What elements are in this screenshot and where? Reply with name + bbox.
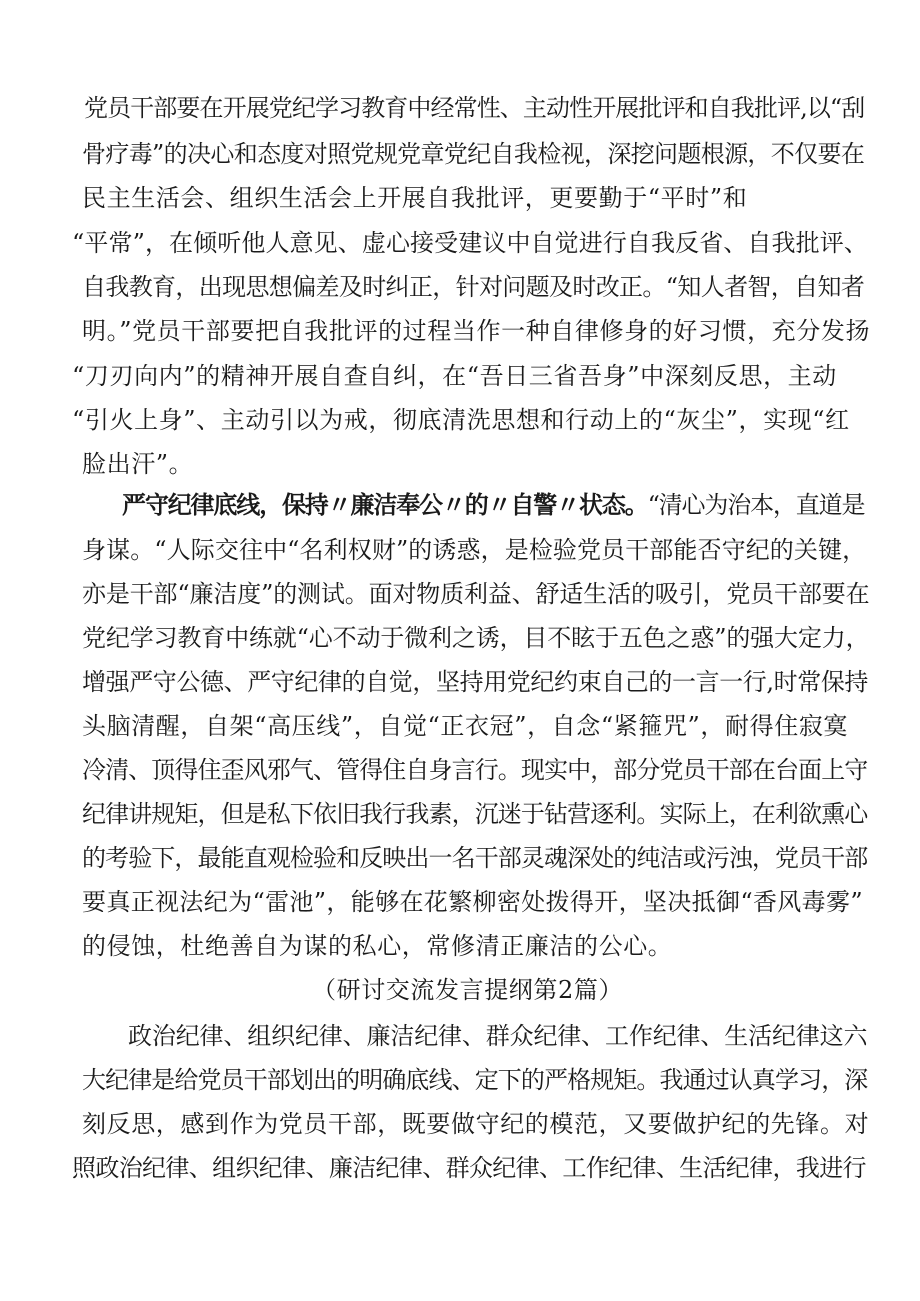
text-line: 明。”党员干部要把自我批评的过程当作一种自律修身的好习惯，充分发扬	[82, 317, 871, 345]
text-line: 身谋。“人际交往中“名利权财”的诱惑，是检验党员干部能否守纪的关键，	[82, 536, 867, 564]
text-line: 头脑清醒，自架“高压线”，自觉“正衣冠”，自念“紧箍咒”，耐得住寂寞	[82, 712, 849, 740]
paragraph-heading-line	[122, 490, 864, 520]
text-line: 骨疗毒”的决心和态度对照党规党章党纪自我检视，深挖问题根源，不仅要在	[82, 140, 865, 168]
text-line: 亦是干部“廉洁度”的测试。面对物质利益、舒适生活的吸引，党员干部要在	[82, 580, 870, 608]
text-line: 脸出汗”。	[82, 450, 194, 478]
text-line: 的侵蚀，杜绝善自为谋的私心，常修清正廉洁的公心。	[82, 932, 673, 960]
text-line: 刻反思，感到作为党员干部，既要做守纪的模范，又要做护纪的先锋。对	[82, 1110, 870, 1138]
text-line: “平常”，在倾听他人意见、虚心接受建议中自觉进行自我反省、自我批评、	[72, 229, 868, 257]
text-line: 大纪律是给党员干部划出的明确底线、定下的严格规矩。我通过认真学习，深	[82, 1066, 868, 1094]
text-line: 增强严守公德、严守纪律的自觉，坚持用党纪约束自己的一言一行,时常保持	[82, 668, 869, 696]
text-line: 自我教育，出现思想偏差及时纠正，针对问题及时改正。“知人者智，自知者	[82, 273, 865, 301]
text-line: 民主生活会、组织生活会上开展自我批评，更要勤于“平时”和	[82, 184, 748, 212]
paragraph-heading: 严守纪律底线，保持〃廉洁奉公〃的〃自警〃状态。	[122, 491, 648, 519]
text-line: 冷清、顶得住歪风邪气、管得住自身言行。现实中，部分党员干部在台面上守	[82, 756, 868, 784]
text-line: 党纪学习教育中练就“心不动于微利之诱，目不眩于五色之惑”的强大定力，	[82, 624, 870, 652]
text-line: 纪律讲规矩，但是私下依旧我行我素，沉迷于钻营逐利。实际上，在利欲熏心	[82, 800, 868, 828]
text-line: 党员干部要在开展党纪学习教育中经常性、主动性开展批评和自我批评,以“刮	[84, 94, 865, 122]
section-title: （研讨交流发言提纲第2篇）	[312, 976, 624, 1004]
text-line: “刀刃向内”的精神开展自查自纠，在“吾日三省吾身”中深刻反思，主动	[72, 362, 837, 390]
text-line: 照政治纪律、组织纪律、廉洁纪律、群众纪律、工作纪律、生活纪律，我进行	[72, 1154, 866, 1182]
paragraph-heading-rest: “清心为治本，直道是	[647, 491, 865, 519]
text-line: “引火上身”、主动引以为戒，彻底清洗思想和行动上的“灰尘”，实现“红	[72, 406, 850, 434]
text-line: 政治纪律、组织纪律、廉洁纪律、群众纪律、工作纪律、生活纪律这六	[128, 1022, 868, 1050]
text-line: 要真正视法纪为“雷池”，能够在花繁柳密处拨得开，坚决抵御“香风毒雾”	[82, 888, 863, 916]
text-line: 的考验下，最能直观检验和反映出一名干部灵魂深处的纯洁或污浊，党员干部	[82, 844, 868, 872]
